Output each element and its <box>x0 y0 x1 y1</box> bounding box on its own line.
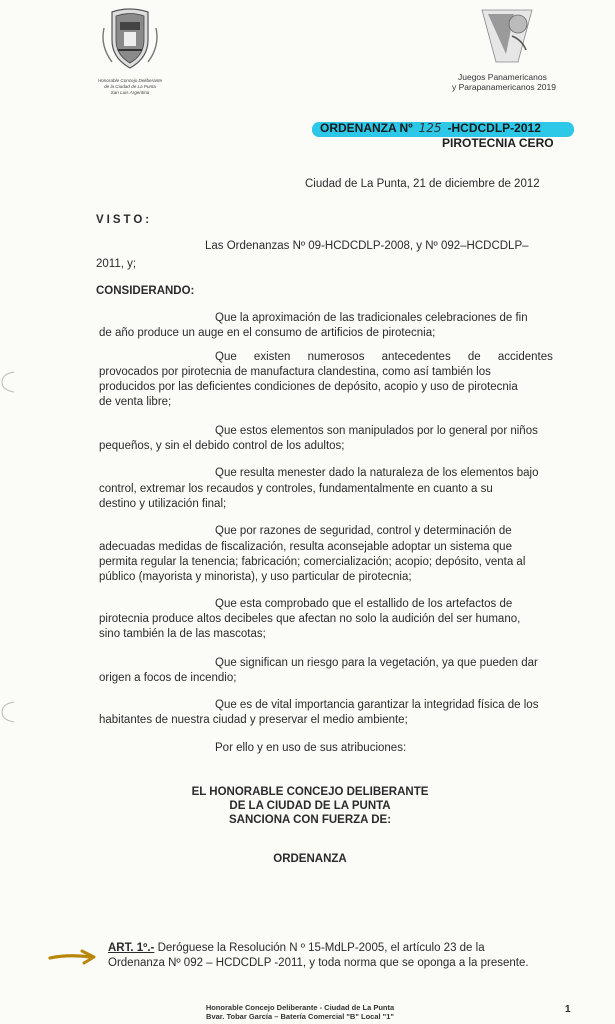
considerando-p4-line2: control, extremar los recaudos y controles, fundamentalmente en cuanto a su <box>99 483 493 495</box>
page-number: 1 <box>565 1004 571 1015</box>
considerando-p5-line4: público (mayorista y minorista), y uso particular de pirotecnia; <box>99 571 412 583</box>
considerando-p5-line2: adecuadas medidas de fiscalización, resulta aconsejable adoptar un sistema que <box>99 541 512 553</box>
considerando-p2-line4: de venta libre; <box>99 396 172 408</box>
article-1-line2: Ordenanza Nº 092 – HCDCDLP -2011, y toda norma que se oponga a la presente. <box>108 957 529 969</box>
considerando-p5-line1: Que por razones de seguridad, control y determinación de <box>215 525 512 537</box>
article-1-text-a: Deróguese la Resolución N º 15-MdLP-2005, el artículo 23 de la <box>157 942 485 954</box>
sanciona-block <box>160 785 460 827</box>
footer-line1: Honorable Concejo Deliberante - Ciudad de La Punta <box>205 1003 395 1012</box>
considerando-p1-line1: Que la aproximación de las tradicionales celebraciones de fin <box>215 312 528 324</box>
ordenanza-title: ORDENANZA <box>273 853 347 865</box>
article-1-line1 <box>108 941 574 955</box>
considerando-p7-line1: Que significan un riesgo para la vegetación, ya que pueden dar <box>215 657 538 669</box>
considerando-p4-line3: destino y utilización final; <box>99 498 227 510</box>
considerando-heading: CONSIDERANDO: <box>96 285 195 297</box>
place-date: Ciudad de La Punta, 21 de diciembre de 2012 <box>305 178 540 190</box>
sanciona-line1: EL HONORABLE CONCEJO DELIBERANTE <box>191 786 429 798</box>
considerando-p7-line2: origen a focos de incendio; <box>99 672 237 684</box>
considerando-p5-line3: permita regular la tenencia; fabricación; comercialización; acopio; depósito, venta al <box>99 556 526 568</box>
considerando-p6-line1: Que esta comprobado que el estallido de los artefactos de <box>215 598 513 610</box>
crest-caption: Honorable Concejo Deliberante de la Ciudad de La Punta San Luis Argentina <box>97 78 163 95</box>
article-1-label: ART. 1º.- <box>108 942 155 954</box>
hole-punch-mark-icon <box>0 370 14 394</box>
considerando-closing: Por ello y en uso de sus atribuciones: <box>215 742 407 754</box>
considerando-p2-line1: Que existen numerosos antecedentes de accidentes <box>215 351 553 363</box>
considerando-p3-line2: pequeños, y sin el debido control de los adultos; <box>99 440 345 452</box>
sanciona-line3: SANCIONA CON FUERZA DE: <box>228 814 392 826</box>
visto-text-line2: 2011, y; <box>96 258 137 270</box>
hole-punch-mark-icon <box>0 700 14 724</box>
ordinance-prefix: ORDENANZA Nº <box>320 121 413 135</box>
footer-line2: Bvar. Tobar García – Batería Comercial "B" Local "1" <box>206 1012 394 1021</box>
considerando-p2-line2: provocados por pirotecnia de manufactura clandestina, como así también los <box>99 366 491 378</box>
sanciona-line2: DE LA CIUDAD DE LA PUNTA <box>229 800 391 812</box>
ordinance-suffix: -HCDCDLP-2012 <box>447 121 541 135</box>
page-footer <box>150 1003 450 1021</box>
considerando-p4-line1: Que resulta menester dado la naturaleza de los elementos bajo <box>215 467 539 479</box>
council-crest-seal <box>98 6 162 76</box>
considerando-p2-line3: producidos por las deficientes condiciones de depósito, acopio y uso de pirotecnia <box>99 381 518 393</box>
panamerican-games-logo <box>478 6 536 66</box>
considerando-p6-line3: sino también la de las mascotas; <box>99 628 266 640</box>
considerando-p6-line2: pirotecnia produce altos decibeles que afectan no solo la audición del ser humano, <box>99 613 521 625</box>
panamerican-games-caption: Juegos Panamericanos y Parapanamericanos 2019 <box>452 72 556 92</box>
considerando-p8-line1: Que es de vital importancia garantizar la integridad física de los <box>215 699 539 711</box>
ordinance-subject: PIROTECNIA CERO <box>442 136 554 150</box>
considerando-p8-line2: habitantes de nuestra ciudad y preservar el medio ambiente; <box>99 714 408 726</box>
visto-text-line1: Las Ordenanzas Nº 09-HCDCDLP-2008, y Nº 092–HCDCDLP– <box>205 240 529 252</box>
considerando-p3-line1: Que estos elementos son manipulados por lo general por niños <box>215 425 538 437</box>
considerando-p1-line2: de año produce un auge en el consumo de artificios de pirotecnia; <box>99 327 436 339</box>
visto-heading: VISTO: <box>96 214 153 226</box>
ordinance-number-handwritten: 125 <box>418 121 442 135</box>
handwritten-arrow-icon <box>48 948 100 966</box>
